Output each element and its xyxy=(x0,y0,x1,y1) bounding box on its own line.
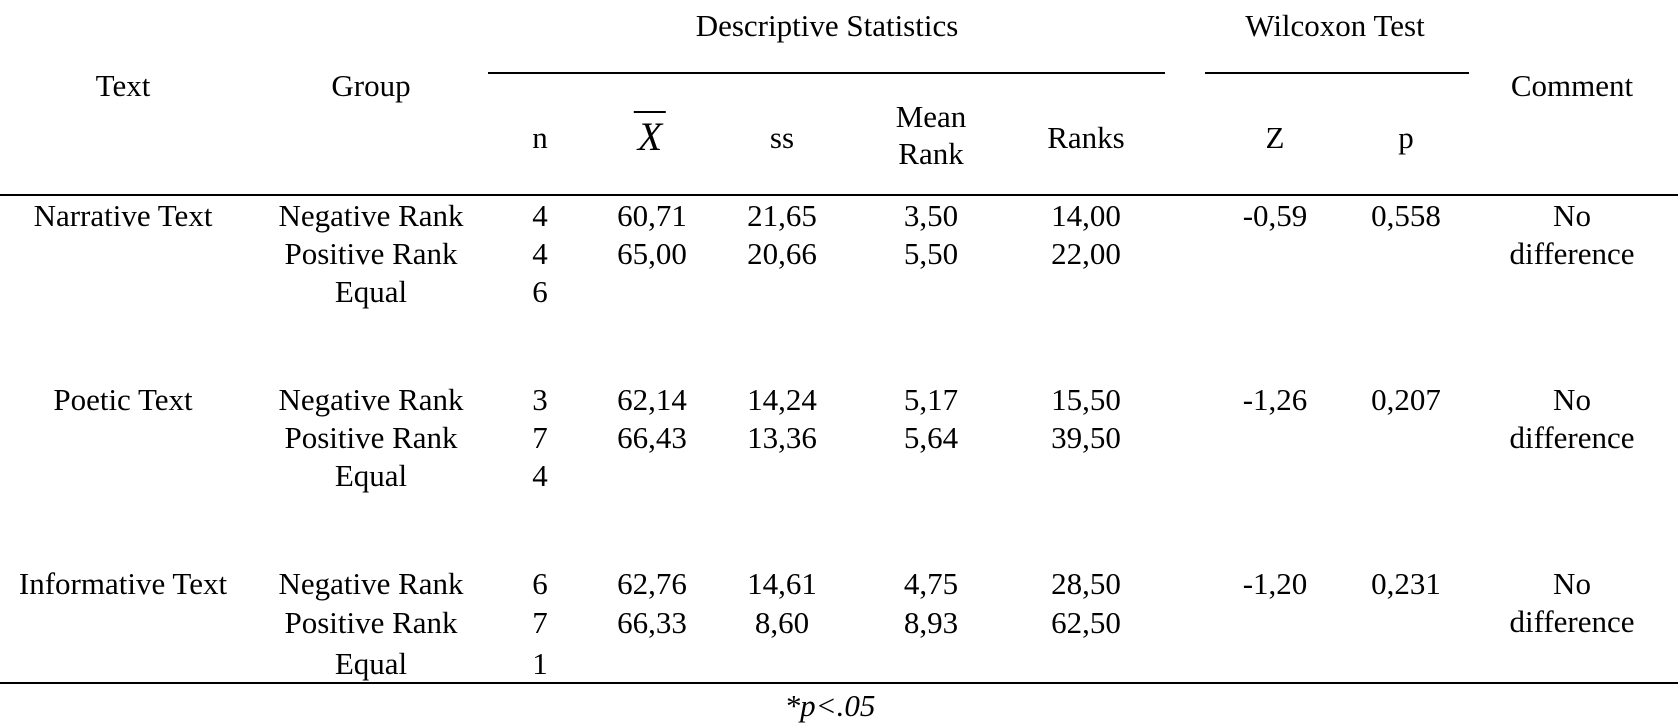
comment-cell: difference xyxy=(1509,604,1635,639)
header-wilcoxon-test: Wilcoxon Test xyxy=(1245,8,1425,43)
header-mean-rank-line2: Rank xyxy=(898,136,964,171)
p-cell: 0,207 xyxy=(1371,382,1441,417)
ranks-cell: 14,00 xyxy=(1051,198,1121,233)
comment-cell: No xyxy=(1553,566,1591,601)
comment-cell: No xyxy=(1553,382,1591,417)
n-cell: 1 xyxy=(532,646,548,681)
header-descriptive-statistics: Descriptive Statistics xyxy=(695,8,959,43)
group-cell: Equal xyxy=(334,458,408,493)
footnote: *p<.05 xyxy=(784,688,876,723)
p-cell: 0,231 xyxy=(1371,566,1441,601)
mean-cell: 66,43 xyxy=(617,420,687,455)
mean-cell: 62,76 xyxy=(617,566,687,601)
z-cell: -0,59 xyxy=(1242,198,1308,233)
ranks-cell: 39,50 xyxy=(1051,420,1121,455)
section-text-label: Informative Text xyxy=(18,566,228,601)
ranks-cell: 22,00 xyxy=(1051,236,1121,271)
mean-rank-cell: 3,50 xyxy=(903,198,959,233)
header-comment: Comment xyxy=(1510,68,1634,103)
mean-rank-cell: 5,50 xyxy=(903,236,959,271)
header-p: p xyxy=(1398,120,1414,155)
n-cell: 6 xyxy=(532,274,548,309)
group-cell: Negative Rank xyxy=(278,566,464,601)
header-n: n xyxy=(532,120,548,155)
mean-rank-cell: 8,93 xyxy=(903,605,959,640)
n-cell: 4 xyxy=(532,458,548,493)
n-cell: 4 xyxy=(532,236,548,271)
comment-cell: difference xyxy=(1509,420,1635,455)
header-x-bar: X xyxy=(634,111,666,157)
n-cell: 3 xyxy=(532,382,548,417)
comment-cell: No xyxy=(1553,198,1591,233)
ss-cell: 20,66 xyxy=(747,236,817,271)
z-cell: -1,20 xyxy=(1242,566,1308,601)
mean-rank-cell: 5,17 xyxy=(903,382,959,417)
group-cell: Negative Rank xyxy=(278,382,464,417)
ranks-cell: 28,50 xyxy=(1051,566,1121,601)
group-cell: Positive Rank xyxy=(284,420,458,455)
mean-cell: 65,00 xyxy=(617,236,687,271)
ranks-cell: 15,50 xyxy=(1051,382,1121,417)
n-cell: 4 xyxy=(532,198,548,233)
mean-cell: 62,14 xyxy=(617,382,687,417)
header-ss: ss xyxy=(769,120,795,155)
section-text-label: Narrative Text xyxy=(33,198,213,233)
group-cell: Positive Rank xyxy=(284,236,458,271)
mean-rank-cell: 4,75 xyxy=(903,566,959,601)
comment-cell: difference xyxy=(1509,236,1635,271)
mean-cell: 60,71 xyxy=(617,198,687,233)
n-cell: 7 xyxy=(532,420,548,455)
ss-cell: 14,61 xyxy=(747,566,817,601)
header-group: Group xyxy=(331,68,411,103)
group-cell: Negative Rank xyxy=(278,198,464,233)
group-cell: Equal xyxy=(334,274,408,309)
n-cell: 7 xyxy=(532,605,548,640)
section-text-label: Poetic Text xyxy=(53,382,193,417)
mean-cell: 66,33 xyxy=(617,605,687,640)
wilcoxon-header-rule xyxy=(1205,72,1469,74)
n-cell: 6 xyxy=(532,566,548,601)
descriptive-header-rule xyxy=(488,72,1165,74)
header-ranks: Ranks xyxy=(1047,120,1125,155)
header-z: Z xyxy=(1265,120,1285,155)
group-cell: Positive Rank xyxy=(284,605,458,640)
ranks-cell: 62,50 xyxy=(1051,605,1121,640)
header-text: Text xyxy=(95,68,151,103)
ss-cell: 8,60 xyxy=(754,605,810,640)
ss-cell: 14,24 xyxy=(747,382,817,417)
header-mean-rank-line1: Mean xyxy=(895,99,967,134)
z-cell: -1,26 xyxy=(1242,382,1308,417)
header-bottom-rule xyxy=(0,194,1678,196)
group-cell: Equal xyxy=(334,646,408,681)
ss-cell: 21,65 xyxy=(747,198,817,233)
p-cell: 0,558 xyxy=(1371,198,1441,233)
ss-cell: 13,36 xyxy=(747,420,817,455)
table-bottom-rule xyxy=(0,682,1678,684)
mean-rank-cell: 5,64 xyxy=(903,420,959,455)
